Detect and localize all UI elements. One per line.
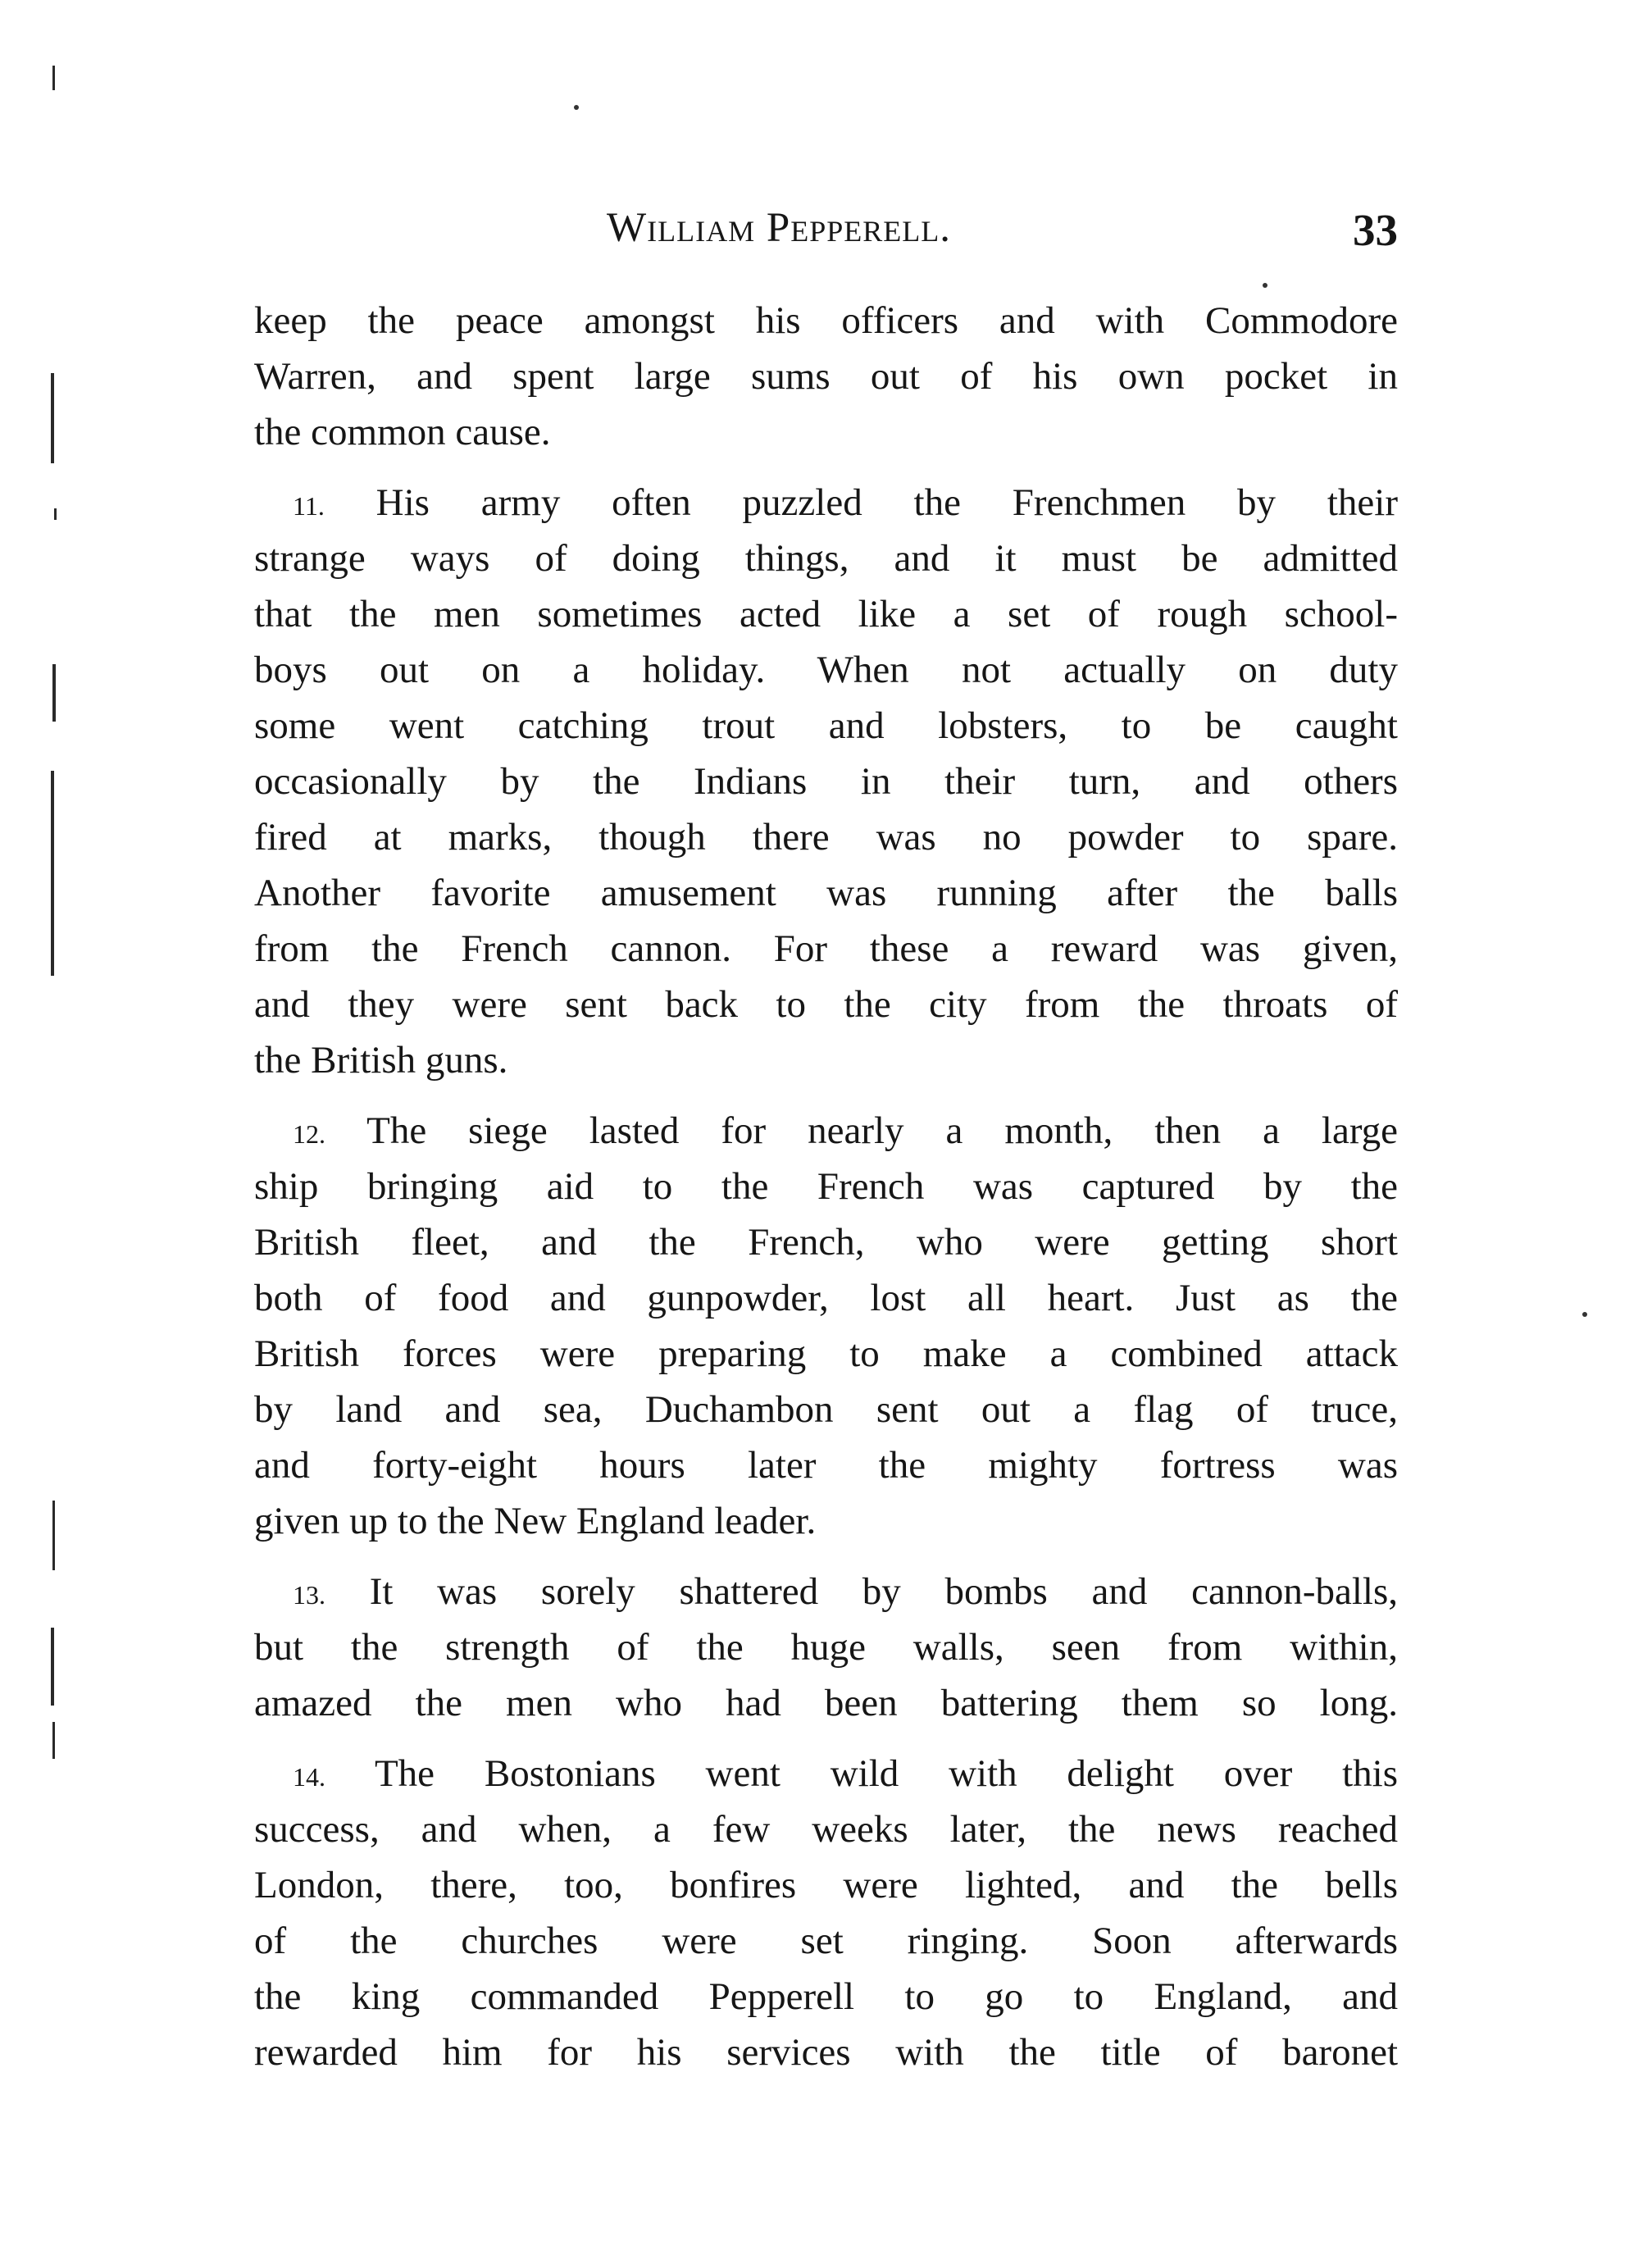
text-line: rewarded him for his services with the title of baronet (254, 2031, 1398, 2074)
page-header (254, 193, 1398, 266)
scan-artifact-dot (1582, 1312, 1587, 1317)
text-line: keep the peace amongst his officers and with Commodore (254, 299, 1398, 342)
text-line: and they were sent back to the city from the throats of (254, 983, 1398, 1026)
text-line: British fleet, and the French, who were getting short (254, 1221, 1398, 1264)
paragraph-number: 12. (293, 1119, 325, 1149)
text-line: Another favorite amusement was running after the balls (254, 872, 1398, 914)
text-line: some went catching trout and lobsters, to be caught (254, 704, 1398, 747)
text-line: from the French cannon. For these a reward was given, (254, 927, 1398, 970)
running-title: William Pepperell. (607, 205, 951, 251)
scan-artifact-mark (52, 66, 55, 90)
paragraph (254, 293, 1398, 460)
text-line: the British guns. (254, 1039, 508, 1082)
text-line: The Bostonians went wild with delight over this (374, 1752, 1398, 1795)
text-line-first (254, 1564, 1398, 1619)
text-line: The siege lasted for nearly a month, then a large (366, 1109, 1398, 1152)
paragraph-14 (254, 1746, 1398, 2080)
text-line: the common cause. (254, 411, 551, 453)
text-line: His army often puzzled the Frenchmen by their (375, 481, 1398, 524)
text-line: of the churches were set ringing. Soon afterwards (254, 1920, 1398, 1962)
text-line: fired at marks, though there was no powder to spare. (254, 816, 1398, 859)
paragraph-13 (254, 1564, 1398, 1731)
text-line: and forty-eight hours later the mighty fortress was (254, 1444, 1398, 1487)
paragraph-12 (254, 1103, 1398, 1549)
scan-artifact-dot (574, 105, 579, 110)
text-line: amazed the men who had been battering them so long. (254, 1682, 1398, 1724)
text-line: boys out on a holiday. When not actually on duty (254, 649, 1398, 691)
scan-artifact-mark (52, 664, 56, 722)
paragraph-number: 11. (293, 491, 325, 521)
text-line: success, and when, a few weeks later, the news reached (254, 1808, 1398, 1851)
text-line: both of food and gunpowder, lost all heart. Just as the (254, 1277, 1398, 1319)
text-line: It was sorely shattered by bombs and cannon-balls, (369, 1570, 1398, 1613)
text-line: given up to the New England leader. (254, 1500, 817, 1542)
text-line-first (254, 1746, 1398, 1801)
text-line: ship bringing aid to the French was captured by the (254, 1165, 1398, 1208)
text-line: the king commanded Pepperell to go to England, and (254, 1975, 1398, 2018)
text-line: that the men sometimes acted like a set of rough school- (254, 593, 1398, 635)
scan-artifact-mark (51, 373, 54, 463)
scan-artifact-mark (51, 1628, 54, 1706)
paragraph-number: 13. (293, 1580, 325, 1610)
scan-artifact-mark (52, 1722, 55, 1759)
text-line: Warren, and spent large sums out of his own pocket in (254, 355, 1398, 398)
text-line: occasionally by the Indians in their turn, and others (254, 760, 1398, 803)
scan-artifact-mark (52, 1501, 55, 1570)
text-line-first (254, 1103, 1398, 1159)
scan-artifact-mark (51, 771, 54, 976)
text-line: London, there, too, bonfires were lighted, and the bells (254, 1864, 1398, 1906)
text-line: British forces were preparing to make a combined attack (254, 1332, 1398, 1375)
paragraph-11 (254, 475, 1398, 1088)
text-line: by land and sea, Duchambon sent out a flag of truce, (254, 1388, 1398, 1431)
scan-artifact-dot (1263, 283, 1267, 288)
scan-artifact-mark (54, 508, 57, 520)
text-line: strange ways of doing things, and it must be admitted (254, 537, 1398, 580)
page-number: 33 (1353, 205, 1398, 255)
text-line: but the strength of the huge walls, seen from within, (254, 1626, 1398, 1669)
text-line-first (254, 475, 1398, 531)
body-text (254, 293, 1398, 2080)
paragraph-number: 14. (293, 1762, 325, 1792)
